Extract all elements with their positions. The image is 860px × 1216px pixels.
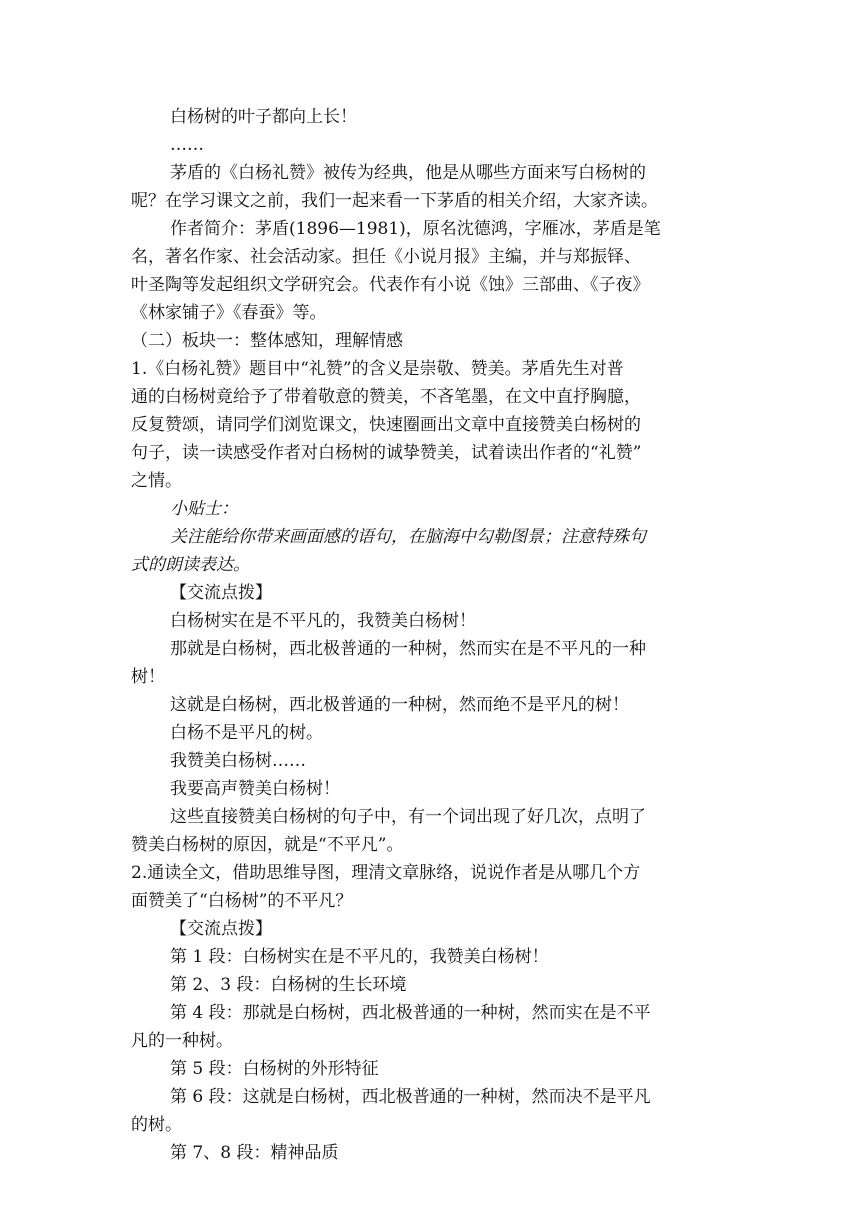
text-line: 白杨树实在是不平凡的，我赞美白杨树！ <box>170 611 476 631</box>
text-line: 反复赞颂，请同学们浏览课文，快速圈画出文章中直接赞美白杨树的 <box>131 415 641 435</box>
text-line: 第 4 段：那就是白杨树，西北极普通的一种树，然而实在是不平 <box>170 1003 651 1023</box>
text-line: 面赞美了“白杨树”的不平凡？ <box>131 891 353 911</box>
text-line: 这就是白杨树，西北极普通的一种树，然而绝不是平凡的树！ <box>170 695 629 715</box>
text-line: 【交流点拨】 <box>170 583 272 603</box>
text-line: 式的朗读表达。 <box>131 555 250 575</box>
text-line: 2.通读全文，借助思维导图，理清文章脉络，说说作者是从哪几个方 <box>131 863 641 883</box>
text-line: 《林家铺子》《春蚕》等。 <box>131 303 327 323</box>
text-line: 关注能给你带来画面感的语句，在脑海中勾勒图景；注意特殊句 <box>170 527 646 547</box>
text-line: 第 5 段：白杨树的外形特征 <box>170 1059 379 1079</box>
text-line: 凡的一种树。 <box>131 1031 233 1051</box>
text-line: 白杨不是平凡的树。 <box>170 723 323 743</box>
text-line: 第 6 段：这就是白杨树，西北极普通的一种树，然而决不是平凡 <box>170 1087 651 1107</box>
text-line: 白杨树的叶子都向上长！ <box>170 107 357 127</box>
text-line: 之情。 <box>131 471 182 491</box>
text-line: 我赞美白杨树…… <box>170 751 306 771</box>
text-line: 这些直接赞美白杨树的句子中，有一个词出现了好几次，点明了 <box>170 807 646 827</box>
text-line: 第 2、3 段：白杨树的生长环境 <box>170 975 407 995</box>
text-line: …… <box>170 135 204 155</box>
text-line: 通的白杨树竟给予了带着敬意的赞美，不吝笔墨，在文中直抒胸臆， <box>131 387 641 407</box>
text-line: 名，著名作家、社会活动家。担任《小说月报》主编，并与郑振铎、 <box>131 247 641 267</box>
text-line: 第 7、8 段：精神品质 <box>170 1143 339 1163</box>
text-line: 作者简介：茅盾(1896—1981)，原名沈德鸿，字雁冰，茅盾是笔 <box>170 219 661 239</box>
text-line: 【交流点拨】 <box>170 919 272 939</box>
text-line: 呢？在学习课文之前，我们一起来看一下茅盾的相关介绍，大家齐读。 <box>131 191 658 211</box>
text-line: 小贴士： <box>170 499 238 519</box>
text-line: 赞美白杨树的原因，就是“不平凡”。 <box>131 835 404 855</box>
text-line: 我要高声赞美白杨树！ <box>170 779 340 799</box>
text-line: 茅盾的《白杨礼赞》被传为经典，他是从哪些方面来写白杨树的 <box>170 163 646 183</box>
text-line: 1.《白杨礼赞》题目中“礼赞”的含义是崇敬、赞美。茅盾先生对普 <box>131 359 624 379</box>
text-line: 第 1 段：白杨树实在是不平凡的，我赞美白杨树！ <box>170 947 549 967</box>
text-line: 句子，读一读感受作者对白杨树的诚挚赞美，试着读出作者的“礼赞” <box>131 443 642 463</box>
text-line: 树！ <box>131 667 165 687</box>
text-line: 那就是白杨树，西北极普通的一种树，然而实在是不平凡的一种 <box>170 639 646 659</box>
text-line: 的树。 <box>131 1115 182 1135</box>
text-line: 叶圣陶等发起组织文学研究会。代表作有小说《蚀》三部曲、《子夜》 <box>131 275 650 295</box>
text-line: （二）板块一：整体感知，理解情感 <box>131 331 403 351</box>
